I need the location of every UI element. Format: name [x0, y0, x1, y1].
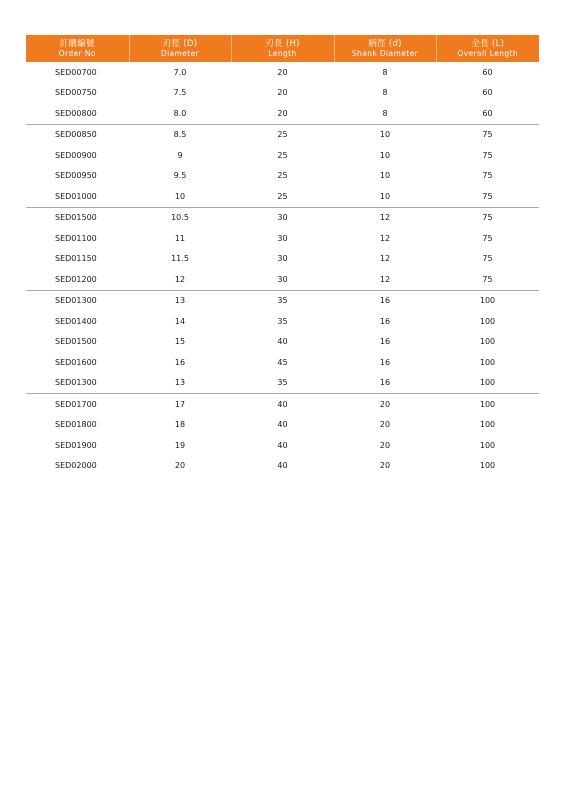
diameter-cell: 15 — [174, 337, 186, 347]
overall-length-cell: 100 — [479, 316, 496, 326]
table-row — [26, 207, 539, 228]
table-row — [26, 435, 539, 456]
overall-length-cell: 100 — [479, 461, 496, 471]
order-no-cell: SED01500 — [55, 213, 97, 223]
order-no-cell: SED01100 — [55, 233, 97, 243]
length-cell: 35 — [277, 296, 288, 306]
order-no-cell: SED00900 — [55, 150, 97, 160]
shank-diameter-cell: 20 — [379, 399, 391, 409]
table-row — [26, 228, 539, 249]
length-cell: 25 — [277, 150, 288, 160]
length-cell: 30 — [277, 213, 288, 223]
table-row — [26, 62, 539, 83]
order-no-cell: SED01500 — [55, 337, 97, 347]
order-no-cell: SED01200 — [26, 269, 129, 290]
diameter-cell: 14 — [174, 316, 186, 326]
column-header-diameter — [129, 35, 231, 62]
overall-length-cell: 75 — [482, 150, 493, 160]
order-no-cell: SED01900 — [55, 440, 97, 450]
diameter-cell: 7.5 — [173, 88, 187, 98]
column-header-en: Overall Length — [457, 49, 519, 58]
shank-diameter-cell: 20 — [379, 461, 391, 471]
column-header-zh: 訂購編號 — [59, 39, 95, 49]
length-cell: 40 — [277, 420, 288, 430]
overall-length-cell: 75 — [436, 186, 539, 207]
length-cell: 20 — [277, 88, 288, 98]
diameter-cell: 17 — [174, 399, 186, 409]
overall-length-cell: 100 — [479, 399, 496, 409]
overall-length-cell: 100 — [479, 420, 496, 430]
table-header-row — [26, 35, 539, 62]
order-no-cell: SED02000 — [55, 461, 97, 471]
shank-diameter-cell: 12 — [379, 254, 391, 264]
table-row — [26, 166, 539, 187]
overall-length-cell: 100 — [436, 373, 539, 394]
table-row — [26, 290, 539, 311]
order-no-cell: SED00800 — [26, 103, 129, 124]
order-no-cell: SED00750 — [55, 88, 97, 98]
table-row — [26, 269, 539, 290]
diameter-cell: 8.5 — [173, 130, 187, 140]
diameter-cell: 10.5 — [171, 213, 189, 223]
length-cell: 20 — [277, 67, 288, 77]
table-row — [26, 394, 539, 415]
overall-length-cell: 60 — [436, 103, 539, 124]
overall-length-cell: 75 — [482, 171, 493, 181]
shank-diameter-cell: 20 — [379, 440, 391, 450]
order-no-cell: SED01300 — [26, 373, 129, 394]
column-header-en: Length — [268, 49, 297, 58]
shank-diameter-cell: 20 — [379, 420, 391, 430]
column-header-en: Diameter — [160, 49, 200, 58]
column-header-zh: 刃徑 (D) — [162, 39, 198, 49]
overall-length-cell: 75 — [482, 254, 493, 264]
diameter-cell: 11 — [174, 233, 186, 243]
diameter-cell: 9.5 — [173, 171, 187, 181]
column-header-zh: 柄徑 (d) — [368, 39, 402, 49]
shank-diameter-cell: 12 — [379, 213, 391, 223]
order-no-cell: SED01600 — [55, 357, 97, 367]
table-row — [26, 124, 539, 145]
column-header-overall-length — [436, 35, 539, 62]
overall-length-cell: 75 — [482, 233, 493, 243]
table-row — [26, 249, 539, 270]
shank-diameter-cell: 8 — [382, 67, 388, 77]
shank-diameter-cell: 12 — [334, 269, 436, 290]
order-no-cell: SED00950 — [55, 171, 97, 181]
length-cell: 25 — [277, 130, 288, 140]
shank-diameter-cell: 16 — [379, 316, 391, 326]
shank-diameter-cell: 10 — [379, 130, 391, 140]
diameter-cell: 13 — [174, 296, 186, 306]
column-header-zh: 刃長 (H) — [265, 39, 300, 49]
spec-table — [26, 35, 539, 476]
table-row — [26, 373, 539, 394]
diameter-cell: 20 — [174, 461, 186, 471]
order-no-cell: SED01300 — [55, 296, 97, 306]
diameter-cell: 10 — [129, 186, 231, 207]
length-cell: 25 — [231, 186, 334, 207]
order-no-cell: SED01000 — [26, 186, 129, 207]
shank-diameter-cell: 10 — [334, 186, 436, 207]
overall-length-cell: 60 — [482, 88, 493, 98]
overall-length-cell: 100 — [479, 296, 496, 306]
order-no-cell: SED01800 — [55, 420, 97, 430]
shank-diameter-cell: 16 — [334, 373, 436, 394]
table-row — [26, 352, 539, 373]
length-cell: 40 — [277, 461, 288, 471]
shank-diameter-cell: 8 — [334, 103, 436, 124]
order-no-cell: SED01400 — [55, 316, 97, 326]
shank-diameter-cell: 16 — [379, 337, 391, 347]
length-cell: 45 — [277, 357, 288, 367]
diameter-cell: 19 — [174, 440, 186, 450]
diameter-cell: 18 — [174, 420, 186, 430]
table-row — [26, 456, 539, 477]
shank-diameter-cell: 12 — [379, 233, 391, 243]
table-row — [26, 83, 539, 104]
diameter-cell: 8.0 — [129, 103, 231, 124]
table-row — [26, 332, 539, 353]
overall-length-cell: 60 — [482, 67, 493, 77]
overall-length-cell: 75 — [482, 130, 493, 140]
length-cell: 35 — [277, 316, 288, 326]
table-row — [26, 103, 539, 124]
order-no-cell: SED00700 — [55, 67, 97, 77]
length-cell: 40 — [277, 440, 288, 450]
shank-diameter-cell: 16 — [379, 357, 391, 367]
overall-length-cell: 75 — [482, 213, 493, 223]
diameter-cell: 16 — [174, 357, 186, 367]
table-row — [26, 415, 539, 436]
diameter-cell: 7.0 — [173, 67, 187, 77]
diameter-cell: 9 — [177, 150, 183, 160]
shank-diameter-cell: 10 — [379, 171, 391, 181]
column-header-shank-diameter — [334, 35, 436, 62]
table-row — [26, 311, 539, 332]
length-cell: 25 — [277, 171, 288, 181]
order-no-cell: SED00850 — [55, 130, 97, 140]
length-cell: 30 — [231, 269, 334, 290]
shank-diameter-cell: 10 — [379, 150, 391, 160]
overall-length-cell: 75 — [436, 269, 539, 290]
length-cell: 20 — [231, 103, 334, 124]
overall-length-cell: 100 — [479, 440, 496, 450]
length-cell: 40 — [277, 399, 288, 409]
length-cell: 35 — [231, 373, 334, 394]
column-header-en: Order No — [58, 49, 96, 58]
order-no-cell: SED01700 — [55, 399, 97, 409]
column-header-length — [231, 35, 334, 62]
length-cell: 30 — [277, 254, 288, 264]
diameter-cell: 12 — [129, 269, 231, 290]
overall-length-cell: 100 — [479, 357, 496, 367]
column-header-zh: 全長 (L) — [471, 39, 505, 49]
column-header-en: Shank Diameter — [351, 49, 419, 58]
overall-length-cell: 100 — [479, 337, 496, 347]
shank-diameter-cell: 16 — [379, 296, 391, 306]
diameter-cell: 13 — [129, 373, 231, 394]
table-row — [26, 186, 539, 207]
length-cell: 30 — [277, 233, 288, 243]
order-no-cell: SED01150 — [55, 254, 97, 264]
diameter-cell: 11.5 — [171, 254, 189, 264]
column-header-order-no — [26, 35, 129, 62]
length-cell: 40 — [277, 337, 288, 347]
table-row — [26, 145, 539, 166]
shank-diameter-cell: 8 — [382, 88, 388, 98]
